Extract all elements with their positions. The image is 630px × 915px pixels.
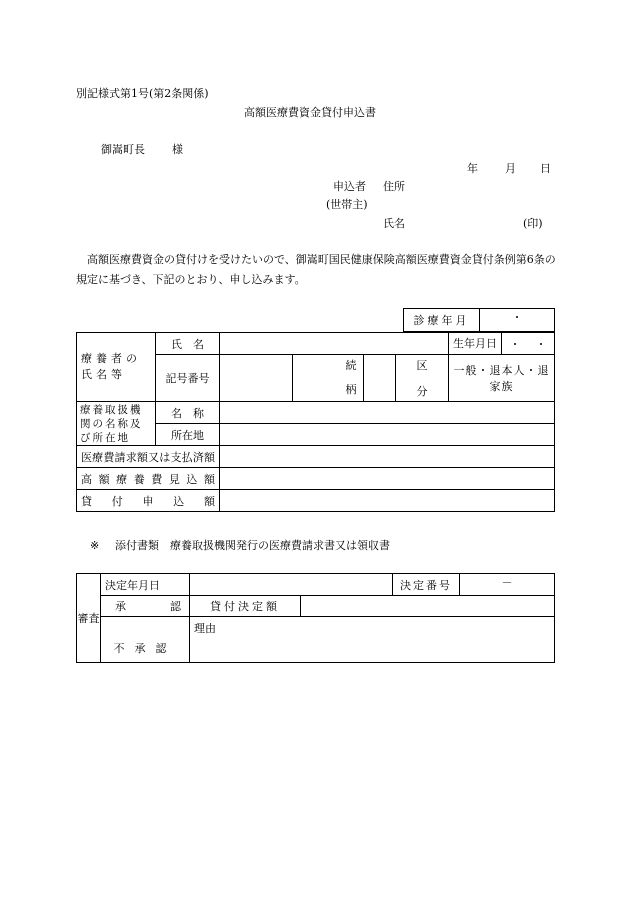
rejection-label: 不承認: [101, 617, 190, 663]
review-label: 審査: [77, 574, 101, 663]
institution-name-field[interactable]: [220, 402, 555, 424]
birth-date-field[interactable]: [502, 336, 554, 352]
applicant-label: 申込者: [333, 180, 366, 193]
institution-address-label: 所在地: [156, 424, 220, 446]
decision-date-label: 決定年月日: [101, 574, 190, 596]
decision-number-label: 決定番号: [400, 578, 452, 592]
reason-label: 理由: [194, 622, 216, 635]
category-options[interactable]: 一般・退本人・退家族: [449, 355, 555, 402]
name-label: 氏名: [383, 217, 405, 230]
relation-field[interactable]: [364, 355, 396, 402]
decision-date-field[interactable]: [190, 574, 393, 595]
date-year: 年: [467, 162, 478, 175]
institution-label: 療養取扱機関の名称及び所在地: [77, 402, 156, 446]
institution-name-label: 名 称: [156, 402, 220, 424]
approval-label: 承認: [101, 596, 190, 617]
body-paragraph: 高額医療費資金の貸付けを受けたいので、御嵩町国民健康保険高額医療費資金貸付条例第6条の規定に基づき、下記のとおり、申し込みます。: [76, 253, 556, 286]
relation-label-top: 続: [345, 359, 357, 372]
category-label-top: 区: [416, 359, 428, 372]
category-label-bottom: 分: [416, 385, 428, 398]
page-title: 高額医療費資金貸付申込書: [244, 106, 376, 119]
attachment-note: 添付書類 療養取扱機関発行の医療費請求書又は領収書: [115, 539, 390, 552]
billed-amount-label: 医療費請求額又は支払済額: [77, 446, 220, 468]
date-month: 月: [505, 162, 516, 175]
review-table: [76, 573, 555, 663]
exam-month-field[interactable]: ・: [480, 309, 555, 332]
birth-date-label: 生年月日: [449, 333, 502, 354]
decision-number-field[interactable]: －: [460, 574, 555, 596]
expected-amount-label: 高額療養費見込額: [77, 468, 220, 490]
loan-request-field[interactable]: [220, 490, 555, 512]
symbol-number-field[interactable]: [220, 355, 293, 402]
exam-month-table: [403, 308, 555, 332]
attachment-mark: ※: [90, 539, 100, 552]
relation-label-bottom: 柄: [345, 383, 357, 396]
householder-label: (世帯主): [326, 198, 368, 211]
decision-date-row: [190, 574, 460, 596]
address-label: 住所: [383, 180, 405, 193]
reason-field[interactable]: [190, 617, 555, 663]
birth-date-cell: [449, 333, 555, 355]
seal-label: (印): [523, 217, 543, 230]
patient-label: 療養者の氏名等: [77, 333, 156, 402]
loan-request-label: 貸付申込額: [77, 490, 220, 512]
patient-name-label: 氏 名: [156, 333, 220, 355]
category-label-cell: [396, 355, 449, 402]
loan-decision-field[interactable]: [301, 596, 555, 617]
form-number: 別記様式第1号(第2条関係): [76, 87, 209, 100]
loan-decision-label: 貸付決定額: [190, 596, 301, 617]
relation-label-cell: [293, 355, 364, 402]
symbol-number-label: 記号番号: [156, 355, 220, 402]
date-day: 日: [540, 162, 551, 175]
addressee-honorific: 様: [172, 143, 183, 156]
expected-amount-field[interactable]: [220, 468, 555, 490]
addressee-name: 御嵩町長: [101, 143, 145, 156]
institution-address-field[interactable]: [220, 424, 555, 446]
application-table: [76, 332, 555, 512]
exam-month-label: 診療年月: [404, 309, 480, 332]
birth-date-dot-1: ・: [509, 337, 521, 351]
billed-amount-field[interactable]: [220, 446, 555, 468]
birth-date-dot-2: ・: [535, 337, 547, 351]
patient-name-field[interactable]: [220, 333, 449, 355]
